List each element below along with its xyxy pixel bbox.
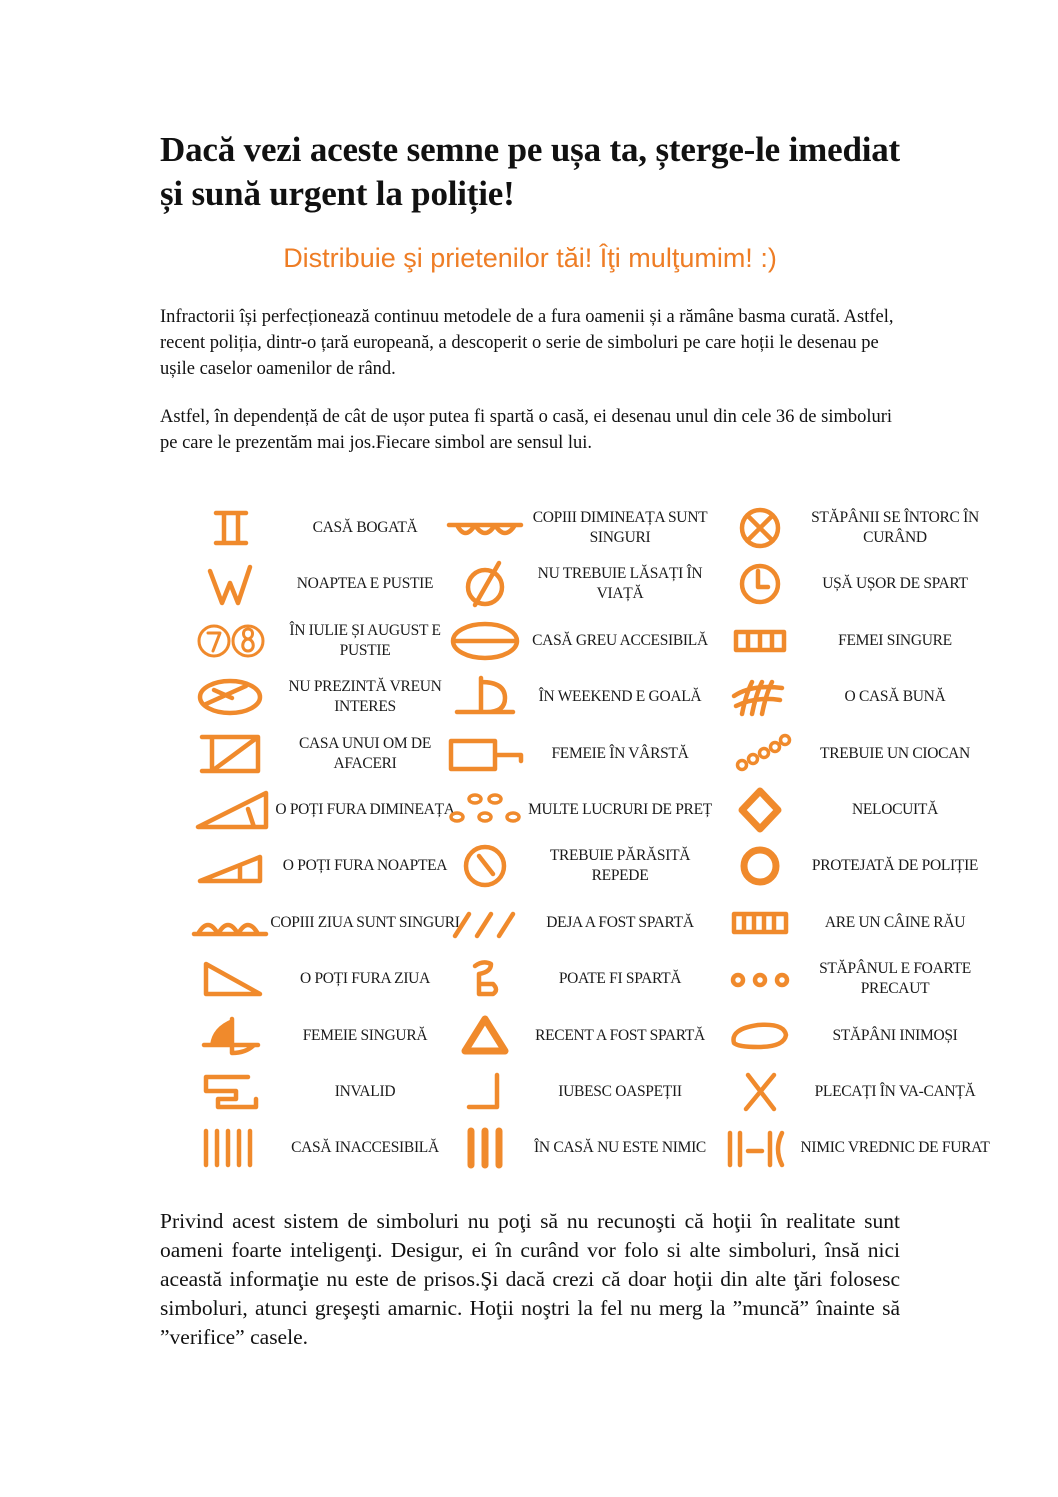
- symbol-label: ÎN IULIE ȘI AUGUST E PUSTIE: [289, 622, 441, 659]
- symbol-row: [190, 1120, 460, 1176]
- scribble-icon: [720, 672, 800, 722]
- symbol-label: CASĂ INACCESIBILĂ: [291, 1139, 439, 1156]
- three-bars-icon: [445, 1123, 525, 1173]
- symbol-label: ÎN CASĂ NU ESTE NIMIC: [534, 1139, 706, 1156]
- symbol-row: [720, 613, 990, 669]
- intro-paragraph-1: Infractorii își perfecționează continuu metodele de a fura oamenii și a rămâne basma curată. Astfel, recent poliția, dintr-o țară europeană, a descoperit o serie de simboluri pe care hoții le desenau pe ușile caselor oamenilor de rând.: [160, 307, 894, 379]
- symbol-row: [190, 1064, 460, 1120]
- symbol-row: [445, 782, 715, 838]
- dot-triangle-icon: [445, 785, 525, 835]
- flag-triangle-icon: [190, 954, 270, 1004]
- symbol-row: [720, 838, 990, 894]
- symbol-label: COPIII DIMINEAȚA SUNT SINGURI: [532, 509, 708, 546]
- b-letter-icon: [445, 954, 525, 1004]
- symbols-column-3: [720, 500, 990, 1180]
- low-triangle-icon: [190, 841, 270, 891]
- symbol-label: NU PREZINTĂ VREUN INTERES: [288, 678, 442, 715]
- l-corner-icon: [445, 1067, 525, 1117]
- symbol-label: STĂPÂNI INIMOȘI: [832, 1027, 958, 1044]
- intro-paragraph-2: Astfel, în dependență de cât de ușor putea fi spartă o casă, ei desenau unul din cele 36 de simboluri pe care le prezentăm mai jos.Fiecare simbol are sensul lui.: [160, 407, 893, 453]
- symbol-label: CASĂ BOGATĂ: [312, 519, 418, 536]
- symbol-label: POATE FI SPARTĂ: [558, 970, 682, 987]
- symbol-label: CASĂ GREU ACCESIBILĂ: [532, 632, 708, 649]
- symbol-row: [720, 1008, 990, 1064]
- symbol-row: [190, 838, 460, 894]
- symbol-label: UȘĂ UȘOR DE SPART: [822, 575, 968, 592]
- symbol-row: [190, 669, 460, 725]
- symbol-label: RECENT A FOST SPARTĂ: [535, 1027, 705, 1044]
- symbol-row: [445, 838, 715, 894]
- symbol-label: O POȚI FURA NOAPTEA: [282, 857, 448, 874]
- symbol-label: STĂPÂNII SE ÎNTORC ÎN CURÂND: [811, 509, 979, 546]
- symbol-label: NIMIC VREDNIC DE FURAT: [800, 1139, 990, 1156]
- symbol-label: IUBESC OASPEȚII: [558, 1083, 682, 1100]
- symbol-row: [720, 951, 990, 1007]
- symbol-label: INVALID: [334, 1083, 396, 1100]
- symbol-label: CASA UNUI OM DE AFACERI: [299, 735, 431, 772]
- symbol-row: [190, 895, 460, 951]
- symbol-label: FEMEIE SINGURĂ: [302, 1027, 428, 1044]
- closing-paragraph: Privind acest sistem de simboluri nu poţi să nu recunoşti că hoţii în realitate sunt oameni foarte inteligenţi. Desigur, ei în curând vor folo si alte simboluri, însă nici această informaţie nu este de prisos.Şi dacă crezi că doar hoţii din alte ţări folosesc simboluri, atunci greşeşti amarnic. Hoţii noştri la fel nu merg la ”muncă” înainte să ”verifice” casele.: [160, 1209, 900, 1349]
- symbol-label: O POȚI FURA DIMINEAȚA: [275, 801, 455, 818]
- diamond-icon: [720, 785, 800, 835]
- symbol-row: [445, 895, 715, 951]
- subtitle: Distribuie şi prietenilor tăi! Îţi mulţumim! :): [283, 243, 777, 273]
- symbol-row: [190, 556, 460, 612]
- barred-oval-icon: [445, 616, 525, 666]
- symbol-label: DEJA A FOST SPARTĂ: [546, 914, 694, 931]
- symbol-label: NU TREBUIE LĂSAȚI ÎN VIAȚĂ: [537, 565, 703, 602]
- symbols-column-1: [190, 500, 460, 1180]
- symbol-row: [190, 951, 460, 1007]
- symbols-grid: [190, 500, 990, 1180]
- symbol-label: NELOCUITĂ: [852, 801, 938, 818]
- symbol-row: [445, 556, 715, 612]
- circle-icon: [720, 841, 800, 891]
- symbol-row: [190, 726, 460, 782]
- symbol-row: [720, 782, 990, 838]
- symbol-label: NOAPTEA E PUSTIE: [296, 575, 434, 592]
- symbol-row: [445, 951, 715, 1007]
- symbol-label: ÎN WEEKEND E GOALĂ: [538, 688, 702, 705]
- sail-icon: [190, 1011, 270, 1061]
- crossed-oval-icon: [190, 672, 270, 722]
- box-diagonal-icon: [190, 729, 270, 779]
- x-mark-icon: [720, 1067, 800, 1117]
- w-letter-icon: [190, 559, 270, 609]
- symbol-row: [445, 1120, 715, 1176]
- symbol-row: [720, 895, 990, 951]
- five-bars-icon: [190, 1123, 270, 1173]
- symbols-column-2: [445, 500, 715, 1180]
- symbol-label: PROTEJATĂ DE POLIȚIE: [811, 857, 979, 874]
- symbol-row: [190, 782, 460, 838]
- right-triangle-icon: [190, 785, 270, 835]
- clock-slash-icon: [445, 841, 525, 891]
- symbol-label: ARE UN CÂINE RĂU: [824, 914, 966, 931]
- symbol-row: [720, 556, 990, 612]
- symbol-row: [190, 1008, 460, 1064]
- triangle-icon: [445, 1011, 525, 1061]
- symbol-row: [445, 1064, 715, 1120]
- double-bar-icon: [190, 503, 270, 553]
- three-circles-icon: [720, 954, 800, 1004]
- symbol-label: COPIII ZIUA SUNT SINGURI: [270, 914, 460, 931]
- rings-chain-icon: [720, 729, 800, 779]
- symbol-row: [445, 613, 715, 669]
- page-title: Dacă vezi aceste semne pe ușa ta, șterge-le imediat și sună urgent la poliție!: [160, 130, 900, 213]
- segmented-rect-icon: [720, 616, 800, 666]
- symbol-row: [445, 1008, 715, 1064]
- clock-icon: [720, 559, 800, 609]
- symbol-label: TREBUIE PĂRĂSITĂ REPEDE: [549, 847, 691, 884]
- symbol-label: O POȚI FURA ZIUA: [300, 970, 430, 987]
- symbol-label: O CASĂ BUNĂ: [844, 688, 946, 705]
- rect-handle-icon: [445, 729, 525, 779]
- symbol-label: FEMEIE ÎN VÂRSTĂ: [551, 745, 689, 762]
- d-letter-icon: [445, 672, 525, 722]
- bars-dash-icon: [720, 1123, 800, 1173]
- ellipse-icon: [720, 1011, 800, 1061]
- symbol-label: MULTE LUCRURI DE PREȚ: [528, 801, 712, 818]
- triple-arc-icon: [190, 898, 270, 948]
- ladder-icon: [720, 898, 800, 948]
- symbol-label: FEMEI SINGURE: [838, 632, 952, 649]
- symbol-row: [445, 500, 715, 556]
- symbol-row: [190, 500, 460, 556]
- symbol-row: [720, 1064, 990, 1120]
- s-shape-icon: [190, 1067, 270, 1117]
- symbol-row: [720, 669, 990, 725]
- crossed-circle-icon: [720, 503, 800, 553]
- symbol-row: [445, 726, 715, 782]
- symbol-row: [445, 669, 715, 725]
- three-slashes-icon: [445, 898, 525, 948]
- symbol-label: STĂPÂNUL E FOARTE PRECAUT: [819, 960, 971, 997]
- symbol-row: [720, 726, 990, 782]
- slashed-circle-icon: [445, 559, 525, 609]
- symbol-row: [720, 500, 990, 556]
- symbol-label: PLECAȚI ÎN VA-CANȚĂ: [814, 1083, 976, 1100]
- symbol-row: [720, 1120, 990, 1176]
- symbol-row: [190, 613, 460, 669]
- wave-line-icon: [445, 503, 525, 553]
- symbol-label: TREBUIE UN CIOCAN: [820, 745, 970, 762]
- seven-eight-circles-icon: [190, 616, 270, 666]
